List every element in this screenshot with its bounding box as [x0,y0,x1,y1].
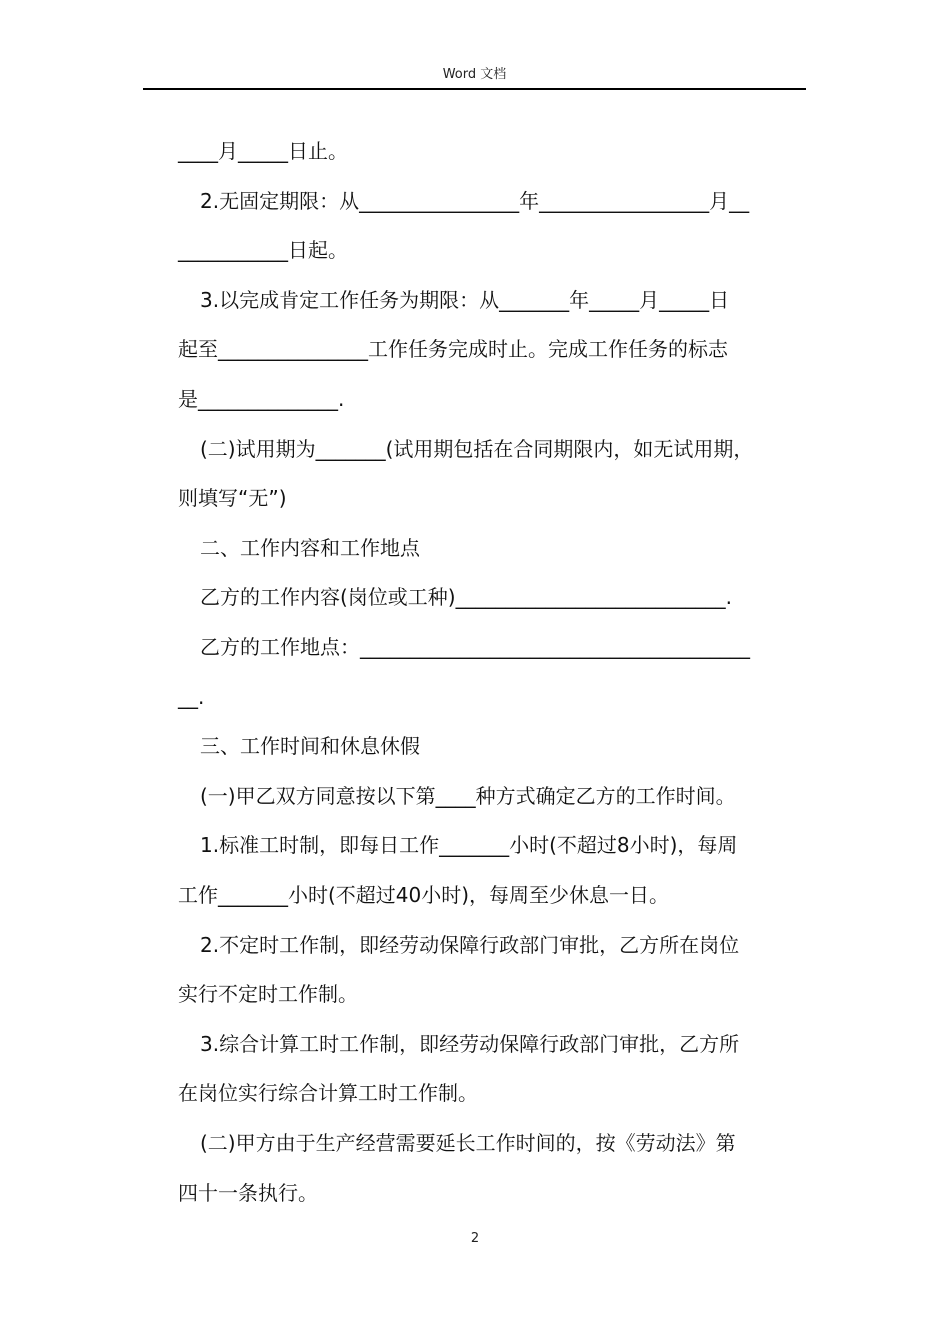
page-number: 2 [470,1231,480,1246]
header-title: Word 文档 [442,67,507,82]
text-line: 是______________. [178,387,345,411]
text-line: 2.无固定期限：从________________年_________________月__ [200,189,750,213]
text-line: 实行不定时工作制。 [178,982,358,1006]
text-line: 在岗位实行综合计算工时工作制。 [178,1081,478,1105]
text-line: 则填写“无”) [178,486,287,510]
text-line: 1.标准工时制，即每日工作_______小时(不超过8小时)，每周 [200,833,738,857]
text-line: 2.不定时工作制，即经劳动保障行政部门审批，乙方所在岗位 [200,933,740,957]
text-line: (一)甲乙双方同意按以下第____种方式确定乙方的工作时间。 [200,784,736,808]
text-line: ___________日起。 [178,238,348,262]
section-heading: 三、工作时间和休息休假 [200,734,420,758]
text-line: 3.以完成肯定工作任务为期限：从_______年_____月_____日 [200,288,730,312]
text-line: 起至_______________工作任务完成时止。完成工作任务的标志 [178,337,728,361]
text-line: 乙方的工作地点：_______________________________________ [200,635,750,659]
text-line: ____月_____日止。 [178,139,348,163]
text-line: 四十一条执行。 [178,1181,318,1205]
text-line: __. [178,685,205,709]
text-line: 工作_______小时(不超过40小时)，每周至少休息一日。 [178,883,670,907]
text-line: (二)甲方由于生产经营需要延长工作时间的，按《劳动法》第 [200,1131,736,1155]
text-line: 乙方的工作内容(岗位或工种)___________________________. [200,585,732,609]
section-heading: 二、工作内容和工作地点 [200,536,420,560]
text-line: (二)试用期为_______(试用期包括在合同期限内，如无试用期， [200,437,754,461]
text-line: 3.综合计算工时工作制，即经劳动保障行政部门审批，乙方所 [200,1032,740,1056]
page-header [143,64,806,90]
